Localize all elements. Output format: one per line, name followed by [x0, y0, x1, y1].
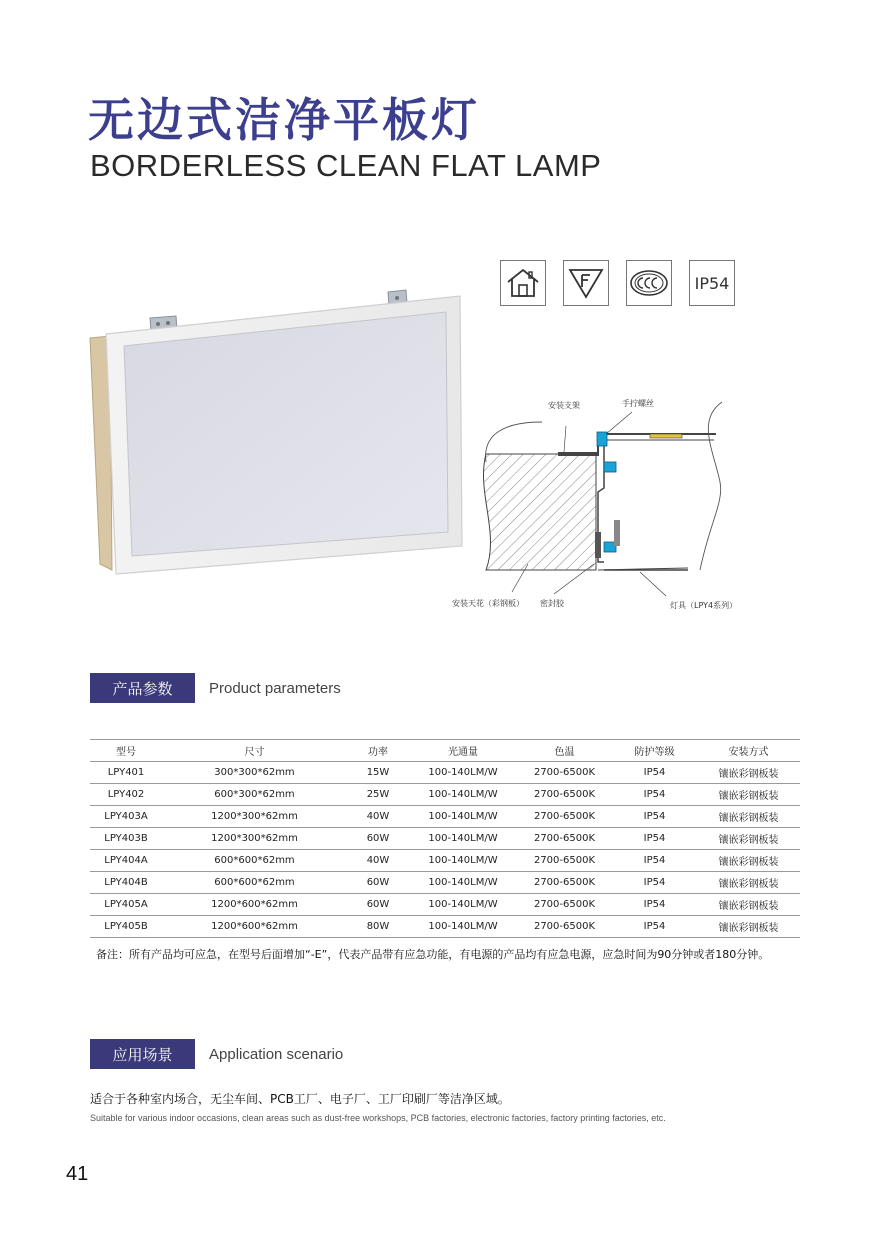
table-cell: 2700-6500K [517, 762, 612, 784]
scenario-badge: 应用场景 [90, 1039, 195, 1069]
table-cell: 25W [347, 784, 409, 806]
scenario-text-cn: 适合于各种室内场合，无尘车间、PCB工厂、电子厂、工厂印刷厂等洁净区域。 [90, 1092, 510, 1106]
scenario-section-header [90, 1039, 343, 1069]
label-sealant: 密封胶 [540, 599, 564, 608]
table-cell: 2700-6500K [517, 894, 612, 916]
params-title-en: Product parameters [209, 679, 341, 697]
table-cell: 镶嵌彩钢板装 [697, 850, 800, 872]
col-header: 色温 [517, 740, 612, 762]
table-row [90, 894, 800, 916]
f-triangle-icon [563, 260, 609, 306]
table-row [90, 784, 800, 806]
label-bracket: 安装支架 [548, 401, 580, 410]
table-cell: 2700-6500K [517, 872, 612, 894]
house-icon [500, 260, 546, 306]
table-cell: 100-140LM/W [409, 762, 517, 784]
table-cell: 2700-6500K [517, 850, 612, 872]
col-header: 光通量 [409, 740, 517, 762]
scenario-text-en: Suitable for various indoor occasions, clean areas such as dust-free workshops, PCB factories, electronic factories, factory printing factories, etc. [90, 1113, 666, 1123]
table-header-row [90, 740, 800, 762]
table-cell: LPY405A [90, 894, 162, 916]
table-cell: 100-140LM/W [409, 806, 517, 828]
col-header: 功率 [347, 740, 409, 762]
table-cell: 镶嵌彩钢板装 [697, 872, 800, 894]
table-cell: IP54 [612, 916, 697, 938]
table-cell: LPY403B [90, 828, 162, 850]
table-cell: IP54 [612, 806, 697, 828]
table-cell: 镶嵌彩钢板装 [697, 894, 800, 916]
product-photo [88, 286, 468, 576]
table-cell: 100-140LM/W [409, 850, 517, 872]
certification-icons [500, 260, 735, 306]
table-cell: 300*300*62mm [162, 762, 347, 784]
params-note: 备注：所有产品均可应急，在型号后面增加“-E”，代表产品带有应急功能，有电源的产品均有应急电源，应急时间为90分钟或者180分钟。 [96, 948, 770, 961]
table-row [90, 850, 800, 872]
table-cell: 镶嵌彩钢板装 [697, 828, 800, 850]
table-cell: IP54 [612, 850, 697, 872]
page-number: 41 [66, 1163, 89, 1185]
table-cell: 15W [347, 762, 409, 784]
table-cell: LPY404B [90, 872, 162, 894]
installation-diagram [438, 392, 758, 627]
table-cell: 40W [347, 806, 409, 828]
table-cell: 100-140LM/W [409, 916, 517, 938]
table-cell: 40W [347, 850, 409, 872]
label-ceiling: 安装天花（彩钢板） [452, 599, 524, 608]
table-row [90, 762, 800, 784]
table-cell: 60W [347, 894, 409, 916]
table-cell: 600*300*62mm [162, 784, 347, 806]
table-cell: IP54 [612, 894, 697, 916]
table-cell: 镶嵌彩钢板装 [697, 784, 800, 806]
ip54-text: IP54 [694, 273, 730, 293]
table-cell: 2700-6500K [517, 916, 612, 938]
table-cell: 60W [347, 872, 409, 894]
table-cell: 100-140LM/W [409, 872, 517, 894]
table-cell: 80W [347, 916, 409, 938]
table-cell: 60W [347, 828, 409, 850]
table-row [90, 872, 800, 894]
table-cell: 镶嵌彩钢板装 [697, 762, 800, 784]
spec-table [90, 739, 800, 938]
col-header: 型号 [90, 740, 162, 762]
ip54-badge [689, 260, 735, 306]
table-cell: LPY403A [90, 806, 162, 828]
table-cell: 2700-6500K [517, 806, 612, 828]
table-cell: 600*600*62mm [162, 850, 347, 872]
scenario-title-en: Application scenario [209, 1045, 344, 1063]
table-cell: LPY402 [90, 784, 162, 806]
table-cell: 100-140LM/W [409, 894, 517, 916]
table-cell: 镶嵌彩钢板装 [697, 916, 800, 938]
table-cell: LPY404A [90, 850, 162, 872]
col-header: 防护等级 [612, 740, 697, 762]
table-cell: IP54 [612, 828, 697, 850]
table-cell: 100-140LM/W [409, 828, 517, 850]
table-cell: 1200*300*62mm [162, 828, 347, 850]
table-cell: 1200*600*62mm [162, 916, 347, 938]
ccc-icon [626, 260, 672, 306]
col-header: 安装方式 [697, 740, 800, 762]
table-row [90, 806, 800, 828]
table-cell: 600*600*62mm [162, 872, 347, 894]
table-row [90, 828, 800, 850]
params-section-header [90, 673, 341, 703]
table-cell: 1200*300*62mm [162, 806, 347, 828]
table-cell: 1200*600*62mm [162, 894, 347, 916]
table-cell: LPY405B [90, 916, 162, 938]
col-header: 尺寸 [162, 740, 347, 762]
page-subtitle: BORDERLESS CLEAN FLAT LAMP [90, 148, 602, 183]
table-cell: 2700-6500K [517, 828, 612, 850]
table-cell: IP54 [612, 872, 697, 894]
label-screw: 手拧螺丝 [622, 399, 654, 408]
label-lamp: 灯具（LPY4系列） [670, 601, 738, 610]
table-cell: IP54 [612, 784, 697, 806]
table-cell: LPY401 [90, 762, 162, 784]
table-cell: 100-140LM/W [409, 784, 517, 806]
table-row [90, 916, 800, 938]
page-title: 无边式洁净平板灯 [88, 93, 480, 147]
params-badge: 产品参数 [90, 673, 195, 703]
table-cell: 2700-6500K [517, 784, 612, 806]
table-cell: 镶嵌彩钢板装 [697, 806, 800, 828]
table-cell: IP54 [612, 762, 697, 784]
